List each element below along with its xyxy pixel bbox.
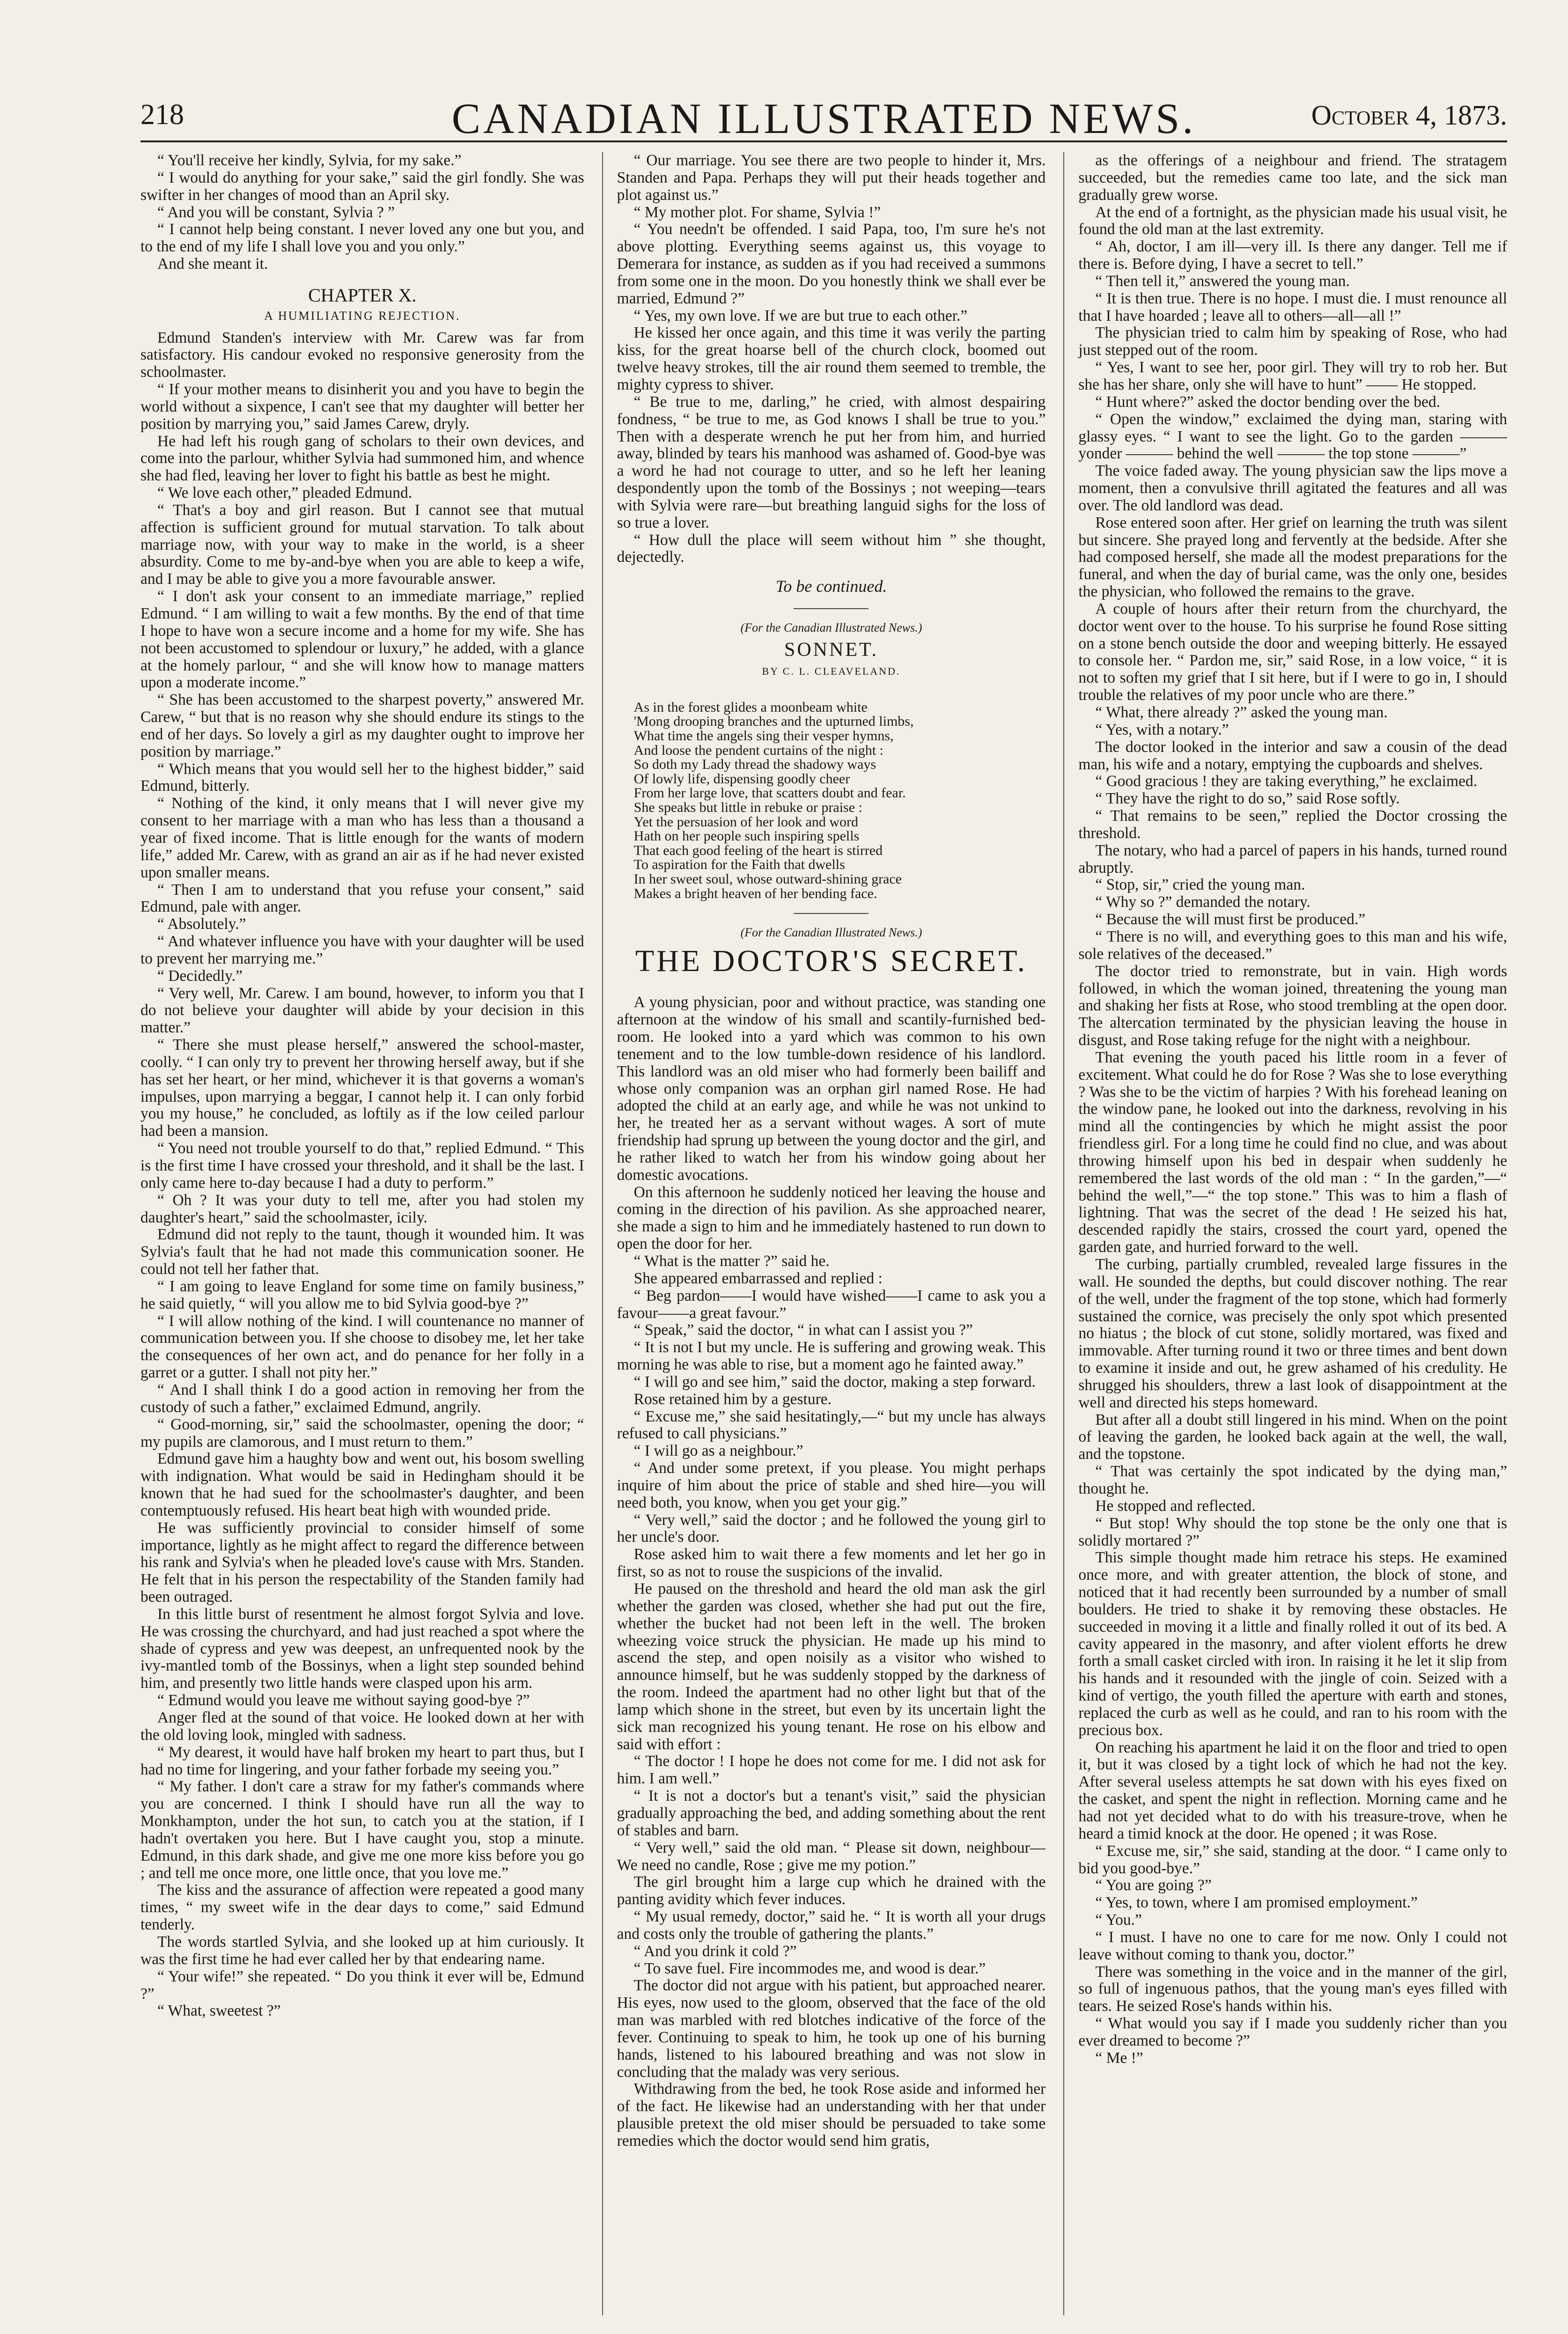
verse-line: From her large love, that scatters doubt and fear. [633,785,906,801]
paragraph: She appeared embarrassed and replied : [633,1269,883,1287]
paragraph: “ That's a boy and girl reason. But I cannot see that mutual affection is sufficient ground for mutual starvation. To talk about marriage now, with your way to make in the world, is a sheer absurdity. Come to me by-and-bye when you are able to keep a wife, and I may be able to give you a more favourable answer. [140,501,584,588]
paragraph: The voice faded away. The young physician saw the lips move a moment, then a convulsive thrill agitated the features and all was over. The old landlord was dead. [1078,462,1507,514]
paragraph: “ To save fuel. Fire incommodes me, and wood is dear.” [633,1959,986,1977]
paragraph: “ And under some pretext, if you please. You might perhaps inquire of him about the price of stable and shed hire—you will need both, you know, when you get your gig.” [617,1459,1046,1511]
paragraph: The notary, who had a parcel of papers in his hands, turned round abruptly. [1078,841,1507,876]
paragraph: Edmund gave him a haughty bow and went out, his bosom swelling with indignation. What would be said in Hedingham should it be known that he had sued for the schoolmaster's daughter, and been contemptuously refused. His heart beat high with wounded pride. [140,1450,584,1519]
paragraph: “ Yes, I want to see her, poor girl. They will try to rob her. But she has her share, only she will have to hunt” —— He stopped. [1078,359,1507,393]
sonnet-title: SONNET. [784,639,879,661]
divider [794,913,869,914]
verse-line: Makes a bright heaven of her bending face. [633,885,877,901]
paragraph: And she meant it. [157,255,268,273]
paragraph: “ Open the window,” exclaimed the dying man, staring with glassy eyes. “ I want to see the light. Go to the garden ———yonder ——— behind the well ——— the top stone ———” [1078,410,1507,463]
verse-line: Of lowly life, dispensing goodly cheer [633,771,850,787]
column-2-intro [617,152,1046,566]
paragraph: “ I will go and see him,” said the doctor, making a step forward. [633,1373,1036,1391]
paragraph: “ I cannot help being constant. I never loved any one but you, and to the end of my life I shall love you and you only.” [140,221,584,256]
paragraph: “ Your wife!” she repeated. “ Do you think it ever will be, Edmund ?” [140,1967,584,2003]
columns [140,152,1507,2315]
paragraph: “ Very well,” said the old man. “ Please sit down, neighbour—We need no candle, Rose ; give me my potion.” [617,1839,1046,1874]
paragraph: “ Very well,” said the doctor ; and he followed the young girl to her uncle's door. [617,1511,1046,1546]
paragraph: “ She has been accustomed to the sharpest poverty,” answered Mr. Carew, “ but that is no reason why she should endure its stings to the end of her days. So lovely a girl as my daughter ought to improve her position by marriage.” [140,691,584,760]
paragraph: “ I will allow nothing of the kind. I will countenance no manner of communication between you. If she choose to disobey me, let her take the consequences of her own act, and do penance for her folly in a garret or a gutter. I shall not pity her.” [140,1312,584,1382]
sonnet-credit: (For the Canadian Illustrated News.) [740,620,922,634]
verse-line: To aspiration for the Faith that dwells [633,857,845,873]
chapter-subtitle: A HUMILIATING REJECTION. [264,309,461,323]
column-2 [602,152,1046,2315]
paragraph: “ You need not trouble yourself to do that,” replied Edmund. “ This is the first time I have crossed your threshold, and it shall be the last. I only came here to-day because I had a duty to perform.” [140,1140,584,1192]
paragraph: “ But stop! Why should the top stone be the only one that is solidly mortared ?” [1078,1514,1507,1549]
paragraph: “ And you drink it cold ?” [633,1942,797,1960]
paragraph: “ Be true to me, darling,” he cried, with almost despairing fondness, “ be true to me, as God knows I shall be true to you.” Then with a desperate wrench he put her from him, and hurried away, blinded by tears his manhood was ashamed of. Good-bye was a word he had not courage to utter, and so he left her leaning despondently upon the tomb of the Bossinys ; not weeping—tears with Sylvia were rare—but breathing languid sighs for the loss of so true a lover. [617,393,1046,531]
verse-line: In her sweet soul, whose outward-shining grace [633,871,902,887]
page-number: 218 [140,99,184,131]
paragraph: “ Good gracious ! they are taking everything,” he exclaimed. [1095,773,1478,790]
paragraph: “ It is then true. There is no hope. I must die. I must renounce all that I have hoarded ; leave all to others—all—all !” [1078,289,1507,324]
paragraph: “ Excuse me, sir,” she said, standing at the door. “ I came only to bid you good-bye.” [1078,1842,1507,1877]
verse-line: She speaks but little in rebuke or praise : [633,799,862,815]
paragraph: “ You.” [1095,1911,1142,1929]
paragraph: “ I don't ask your consent to an immediate marriage,” replied Edmund. “ I am willing to wait a few months. By the end of that time I hope to have won a secure income and a home for my wife. She has not been accustomed to splendour or luxury,” he added, with a glance at the homely parlour, “ and she will know how to manage matters upon a moderate income.” [140,588,584,692]
paragraph: A couple of hours after their return from the churchyard, the doctor went over to the house. To his surprise he found Rose sitting on a stone bench outside the door and weeping bitterly. He essayed to console her. “ Pardon me, sir,” said Rose, in a low voice, “ it is not to soften my grief that I sit here, but if I were to go in, I should trouble the relatives of my poor uncle who are there.” [1078,600,1507,704]
paragraph: “ Oh ? It was your duty to tell me, after you had stolen my daughter's heart,” said the schoolmaster, icily. [140,1191,584,1226]
paragraph: “ We love each other,” pleaded Edmund. [157,484,412,502]
paragraph: “ Hunt where?” asked the doctor bending over the bed. [1095,393,1441,411]
paragraph: “ I would do anything for your sake,” said the girl fondly. She was swifter in her changes of mood than an April sky. [140,169,584,204]
paragraph: This simple thought made him retrace his steps. He examined once more, and with greater attention, the block of stone, and noticed that it had recently been surrounded by a number of small boulders. He tried to shake it by removing these obstacles. He succeeded in moving it a little and finally rolled it out of its bed. A cavity appeared in the masonry, and after violent efforts he drew forth a small casket circled with iron. In raising it he let it slip from his hands and it resounded with the jingle of coin. Seized with a kind of vertigo, the youth filled the aperture with earth and stones, replaced the curb as well as he could, and ran to his room with the precious box. [1078,1549,1507,1739]
paragraph: “ Absolutely.” [157,915,246,933]
paragraph: “ What would you say if I made you suddenly richer than you ever dreamed to become ?” [1078,2015,1507,2049]
paragraph: “ And I shall think I do a good action in removing her from the custody of such a father,” exclaimed Edmund, angrily. [140,1381,584,1416]
verse-line: 'Mong drooping branches and the upturned limbs, [633,714,914,729]
paragraph: “ Yes, my own love. If we are but true to each other.” [633,307,968,324]
masthead-rule [140,140,1507,142]
paragraph: “ There she must please herself,” answered the school-master, coolly. “ I can only try to prevent her throwing herself away, but if she has set her heart, or her mind, whichever it is that governs a woman's impulses, upon marrying a beggar, I cannot help it. I can only forbid you my house,” he concluded, as loftily as if the low ceiled parlour had been a mansion. [140,1036,584,1140]
story-title: THE DOCTOR'S SECRET. [635,943,1028,978]
paragraph: In this little burst of resentment he almost forgot Sylvia and love. He was crossing the churchyard, and had just reached a spot where the shade of cypress and yew was deepest, an unfrequented nook by the ivy-mantled tomb of the Bossinys, when a light step sounded behind him, and presently two little hands were clasped upon his arm. [140,1605,584,1692]
paragraph: “ If your mother means to disinherit you and you have to begin the world without a sixpence, I can't see that my daughter will better her position by marrying you,” said James Carew, dryly. [140,381,584,433]
paragraph: “ There is no will, and everything goes to this man and his wife, sole relatives of the deceased.” [1078,928,1507,963]
paragraph: “ Good-morning, sir,” said the schoolmaster, opening the door; “ my pupils are clamorous, and I must return to them.” [140,1415,584,1450]
paragraph: “ Nothing of the kind, it only means that I will never give my consent to her marriage with a man who has less than a thousand a year of fixed income. That is little enough for the wants of modern life,” added Mr. Carew, with as grand an air as if he had never existed upon smaller means. [140,795,584,881]
paragraph: “ My mother plot. For shame, Sylvia !” [633,203,881,221]
paragraph: “ My usual remedy, doctor,” said he. “ It is worth all your drugs and costs only the trouble of gathering the plants.” [617,1908,1046,1943]
paragraph: “ I will go as a neighbour.” [633,1442,803,1460]
paragraph: “ Because the will must first be produced.” [1095,911,1366,928]
masthead [140,94,1507,145]
verse-line: What time the angels sing their vesper hymns, [633,728,894,744]
column-3-body [1078,152,1507,2067]
paragraph: He kissed her once again, and this time it was verily the parting kiss, for the great hoarse bell of the church clock, boomed out twelve heavy strokes, till the air round them seemed to tremble, the mighty cypress to shiver. [617,324,1046,393]
column-1-intro [140,152,584,273]
verse-line: And loose the pendent curtains of the night : [633,742,883,758]
paragraph: “ What, there already ?” asked the young man. [1095,704,1388,721]
column-1-body [140,330,584,2020]
paragraph: “ Edmund would you leave me without saying good-bye ?” [157,1692,530,1709]
paragraph: The girl brought him a large cup which he drained with the panting avidity which fever induces. [617,1873,1046,1908]
verse-line: That each good feeling of the heart is stirred [633,842,883,858]
paragraph: But after all a doubt still lingered in his mind. When on the point of leaving the garden, he looked back again at the well, the wall, and the topstone. [1078,1411,1507,1463]
paragraph: “ Then tell it,” answered the young man. [1095,272,1350,290]
paragraph: “ My dearest, it would have half broken my heart to part thus, but I had no time for lingering, and your father forbade my seeing you.” [140,1743,584,1778]
paragraph: On this afternoon he suddenly noticed her leaving the house and coming in the direction of his pavilion. As she approached nearer, she made a sign to him and he immediately hastened to run down to open the door for her. [617,1183,1046,1253]
paragraph: He paused on the threshold and heard the old man ask the girl whether the garden was closed, whether she had put out the fire, whether the bucket had not been left in the well. The broken wheezing voice struck the physician. He made up his mind to ascend the step, and open noisily as a visitor who wished to announce himself, but he was suddenly stopped by the darkness of the room. Indeed the apartment had no other light but that of the lamp which shone in the street, but even by its uncertain light the sick man recognized his young tenant. He rose on his elbow and said with effort : [617,1580,1046,1753]
paragraph: Anger fled at the sound of that voice. He looked down at her with the old loving look, mingled with sadness. [140,1709,584,1744]
to-be-continued: To be continued. [775,577,887,596]
paragraph: “ I am going to leave England for some time on family business,” he said quietly, “ will you allow me to bid Sylvia good-bye ?” [140,1277,584,1312]
paragraph: “ What, sweetest ?” [157,2002,281,2020]
paragraph: There was something in the voice and in the manner of the girl, so full of ingenuous pathos, that the young man's eyes filled with tears. He seized Rose's hands within his. [1078,1963,1507,2015]
paragraph: “ And whatever influence you have with your daughter will be used to prevent her marrying me.” [140,933,584,967]
paragraph: “ The doctor ! I hope he does not come for me. I did not ask for him. I am well.” [617,1752,1046,1788]
paragraph: “ You'll receive her kindly, Sylvia, for my sake.” [157,152,462,169]
paragraph: “ Ah, doctor, I am ill—very ill. Is there any danger. Tell me if there is. Before dying, I have a secret to tell.” [1078,238,1507,273]
paragraph: “ Stop, sir,” cried the young man. [1095,876,1305,894]
paragraph: He had left his rough gang of scholars to their own devices, and come into the parlour, whither Sylvia had summoned him, and whence she had fled, leaving her lover to fight his battle as best he might. [140,432,584,485]
paragraph: Rose entered soon after. Her grief on learning the truth was silent but sincere. She prayed long and fervently at the bedside. After she had composed herself, she made all the modest preparations for the funeral, and when the day of burial came, was the only one, besides the physician, who followed the remains to the grave. [1078,514,1507,601]
paragraph: On reaching his apartment he laid it on the floor and tried to open it, but it was closed by a tight lock of which he had not the key. After several useless attempts he sat down with his eyes fixed on the casket, and spent the night in reflection. Morning came and he had not yet decided what to do with his treasure-trove, when he heard a timid knock at the door. He opened ; it was Rose. [1078,1738,1507,1842]
paragraph: A young physician, poor and without practice, was standing one afternoon at the window of his small and scantily-furnished bed-room. He looked into a yard which was common to his own tenement and to the low tumble-down residence of his landlord. This landlord was an old miser who had formerly been bailiff and whose only companion was an orphan girl named Rose. He had adopted the child at an early age, and while he was not unkind to her, he treated her as a servant without wages. A sort of mute friendship had sprung up between the young doctor and the girl, and he rather liked to watch her from his window going about her domestic avocations. [617,994,1046,1184]
paragraph: “ I must. I have no one to care for me now. Only I could not leave without coming to thank you, doctor.” [1078,1928,1507,1963]
paragraph: Edmund Standen's interview with Mr. Carew was far from satisfactory. His candour evoked no responsive generosity from the schoolmaster. [140,329,584,381]
sonnet-verse [617,700,1046,901]
chapter-heading: CHAPTER X. [308,284,417,306]
story-credit: (For the Canadian Illustrated News.) [740,926,922,940]
paragraph: “ Speak,” said the doctor, “ in what can I assist you ?” [633,1321,973,1339]
paragraph: “ That was certainly the spot indicated by the dying man,” thought he. [1078,1463,1507,1497]
paragraph: Rose retained him by a gesture. [633,1390,832,1408]
paragraph: “ Me !” [1095,2049,1143,2067]
paragraph: “ Why so ?” demanded the notary. [1095,893,1310,911]
verse-line: Yet the persuasion of her look and word [633,814,859,830]
paragraph: Edmund did not reply to the taunt, though it wounded him. It was Sylvia's fault that he had not made this communication sooner. He could not tell her father that. [140,1226,584,1278]
issue-date: October 4, 1873. [1311,100,1507,131]
paragraph: “ And you will be constant, Sylvia ? ” [157,203,395,221]
paragraph: Withdrawing from the bed, he took Rose aside and informed her of the fact. He likewise had an understanding with her that under plausible pretext the old miser should be persuaded to take some remedies which the doctor would send him gratis, [617,2080,1046,2150]
divider [794,608,869,609]
paragraph: “ You needn't be offended. I said Papa, too, I'm sure he's not above plotting. Everything seems against us, this voyage to Demerara for instance, as sudden as if you had received a summons from some one in the moon. Do you honestly think we shall ever be married, Edmund ?” [617,221,1046,307]
sonnet-byline: BY C. L. CLEAVELAND. [762,665,901,677]
paragraph: “ Very well, Mr. Carew. I am bound, however, to inform you that I do not believe your daughter will abide by your decision in this matter.” [140,984,584,1037]
paragraph: “ It is not I but my uncle. He is suffering and growing weak. This morning he was able to rise, but a moment ago he fainted away.” [617,1339,1046,1374]
column-3 [1063,152,1507,2315]
paragraph: “ How dull the place will seem without him ” she thought, dejectedly. [617,531,1046,566]
column-2-body [617,994,1046,2150]
paragraph: The doctor did not argue with his patient, but approached nearer. His eyes, now used to the gloom, observed that the face of the old man was marbled with red blotches indicative of the force of the fever. Continuing to speak to him, he took up one of his burning hands, listened to his laboured breathing and was not slow in concluding that the malady was very serious. [617,1977,1046,2081]
paragraph: “ Then I am to understand that you refuse your consent,” said Edmund, pale with anger. [140,881,584,916]
paragraph: “ You are going ?” [1095,1877,1212,1894]
column-1 [140,152,584,2315]
paragraph: “ Yes, to town, where I am promised employment.” [1095,1894,1418,1912]
paragraph: “ Which means that you would sell her to the highest bidder,” said Edmund, bitterly. [140,760,584,795]
paragraph: The kiss and the assurance of affection were repeated a good many times, “ my sweet wife in the dear days to come,” said Edmund tenderly. [140,1881,584,1934]
paragraph: “ Decidedly.” [157,967,243,985]
paragraph: “ My father. I don't care a straw for my father's commands where you are concerned. I think I should have run all the way to Monkhampton, under the hot sun, to catch you at the station, if I hadn't overtaken you here. But I have caught you, stop a minute. Edmund, in this dark shade, and give me one more kiss before you go ; and tell me once more, one little once, that you love me.” [140,1778,584,1882]
paragraph: “ They have the right to do so,” said Rose softly. [1095,790,1400,808]
verse-line: So doth my Lady thread the shadowy ways [633,757,876,773]
verse-line: Hath on her people such inspiring spells [633,828,860,844]
paragraph: “ It is not a doctor's but a tenant's visit,” said the physician gradually approaching the bed, and adding something about the rent of stables and barn. [617,1787,1046,1839]
paragraph: “ That remains to be seen,” replied the Doctor crossing the threshold. [1078,807,1507,842]
paragraph: The words startled Sylvia, and she looked up at him curiously. It was the first time he had ever called her by that endearing name. [140,1933,584,1968]
paragraph: “ What is the matter ?” said he. [633,1252,830,1270]
paragraph: The doctor tried to remonstrate, but in vain. High words followed, in which the woman joined, threatening the young man and shaking her fists at Rose, who stood trembling at the open door. The altercation terminated by the physician leaving the house in disgust, and Rose taking refuge for the night with a neighbour. [1078,962,1507,1049]
paragraph: as the offerings of a neighbour and friend. The stratagem succeeded, but the remedies came too late, and the sick man gradually grew worse. [1078,152,1507,204]
paragraph: The curbing, partially crumbled, revealed large fissures in the wall. He sounded the depths, but could discover nothing. The rear of the well, under the fragment of the top stone, which had formerly sustained the cornice, was precisely the only spot which presented no hiatus ; the block of cut stone, solidly mortared, was fixed and immovable. After turning round it two or three times and bent down to examine it inside and out, he grew ashamed of his credulity. He shrugged his shoulders, threw a last look of disappointment at the well and directed his steps homeward. [1078,1256,1507,1411]
paragraph: He was sufficiently provincial to consider himself of some importance, lightly as he might affect to regard the difference between his rank and Sylvia's when he pleaded love's cause with Mrs. Standen. He felt that in his person the respectability of the Standen family had been outraged. [140,1519,584,1606]
paragraph: Rose asked him to wait there a few moments and let her go in first, so as not to rouse the suspicions of the invalid. [617,1546,1046,1581]
newspaper-title: CANADIAN ILLUSTRATED NEWS. [451,95,1196,142]
paragraph: “ Beg pardon——I would have wished——I came to ask you a favour——a great favour.” [617,1287,1046,1322]
paragraph: “ Yes, with a notary.” [1095,721,1229,738]
paragraph: That evening the youth paced his little room in a fever of excitement. What could he do for Rose ? Was she to lose everything ? Was she to be the victim of harpies ? With his forehead leaning on the window pane, he looked out into the darkness, revolving in his mind all the contingencies by which he might assist the poor friendless girl. For a long time he could find no clue, and was about throwing himself upon his bed in despair when suddenly he remembered the last words of the old man : “ In the garden,”—“ behind the well,”—“ the top stone.” This was to him a flash of lightning. That was the secret of the dead ! He seized his hat, descended rapidly the stairs, crossed the court yard, opened the garden gate, and hurried forward to the well. [1078,1048,1507,1256]
paragraph: “ Excuse me,” she said hesitatingly,—“ but my uncle has always refused to call physicians.” [617,1407,1046,1443]
paragraph: The doctor looked in the interior and saw a cousin of the dead man, his wife and a notary, emptying the cupboards and shelves. [1078,738,1507,773]
verse-line: As in the forest glides a moonbeam white [633,699,868,715]
paragraph: “ Our marriage. You see there are two people to hinder it, Mrs. Standen and Papa. Perhaps they will put their heads together and plot against us.” [617,152,1046,204]
paragraph: He stopped and reflected. [1095,1497,1256,1515]
paragraph: At the end of a fortnight, as the physician made his usual visit, he found the old man at the last extremity. [1078,203,1507,238]
paragraph: The physician tried to calm him by speaking of Rose, who had just stepped out of the room. [1078,324,1507,359]
